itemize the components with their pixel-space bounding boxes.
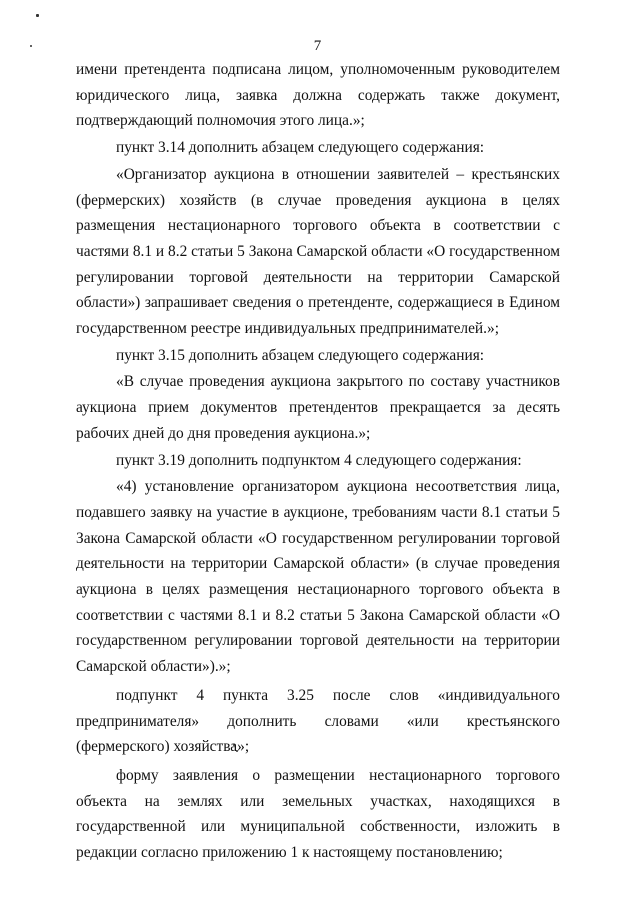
paragraph: подпункт 4 пункта 3.25 после слов «индивидуального предпринимателя» дополнить словами «или крестьянского (фермерского) хозяйства»; <box>76 686 560 756</box>
paragraph: пункт 3.19 дополнить подпунктом 4 следующего содержания: <box>116 451 522 469</box>
scan-speck <box>36 14 39 17</box>
page-number: 7 <box>313 38 322 54</box>
paragraph: имени претендента подписана лицом, уполномоченным руководителем юридического лица, заявка должна содержать также документ, подтверждающий полномочия этого лица.»; <box>76 61 560 130</box>
document-body <box>76 57 560 866</box>
paragraph: пункт 3.14 дополнить абзацем следующего содержания: <box>116 139 485 157</box>
paragraph: «В случае проведения аукциона закрытого по составу участников аукциона прием документов претендентов прекращается за десять рабочих дней до дня проведения аукциона.»; <box>76 373 560 442</box>
paragraph: «4) установление организатором аукциона несоответствия лица, подавшего заявку на участие в аукционе, требованиям части 8.1 статьи 5 Закона Самарской области «О государственном регулировании торговой деятельности на территории Самарской области» (в случае проведения аукциона в целях размещения нестационарного торгового объекта в соответствии с частями 8.1 и 8.2 статьи 5 Закона Самарской области «О государственном регулировании торговой деятельности на территории Самарской области»).»; <box>76 478 560 676</box>
paragraph: «Организатор аукциона в отношении заявителей – крестьянских (фермерских) хозяйств (в случае проведения аукциона в целях размещения нестационарного торгового объекта в соответствии с частями 8.1 и 8.2 статьи 5 Закона Самарской области «О государственном регулировании торговой деятельности на территории Самарской области») запрашивает сведения о претенденте, содержащиеся в Едином государственном реестре индивидуальных предпринимателей.»; <box>76 165 560 338</box>
paragraph: форму заявления о размещении нестационарного торгового объекта на землях или земельных участках, находящихся в государственной или муниципальной собственности, изложить в редакции согласно приложению 1 к настоящему постановлению; <box>76 766 560 862</box>
paragraph: пункт 3.15 дополнить абзацем следующего содержания: <box>116 346 485 364</box>
